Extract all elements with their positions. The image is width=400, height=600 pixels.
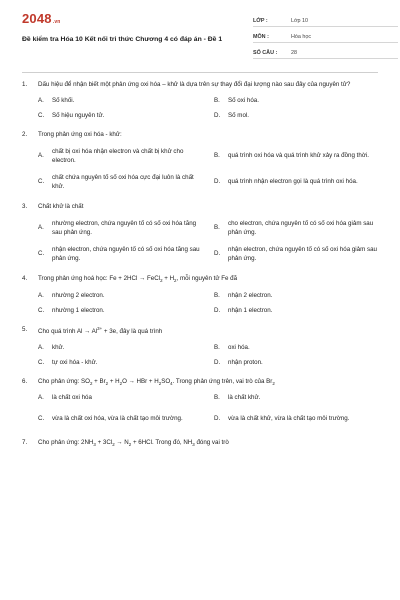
option-letter: D. (214, 414, 221, 422)
option-text: vừa là chất oxi hóa, vừa là chất tạo môi trường. (52, 414, 183, 422)
option-text: chất bị oxi hóa nhận electron và chất bị khử cho electron. (52, 147, 184, 164)
question-text: Dấu hiệu để nhận biết một phản ứng oxi hóa – khử là dựa trên sự thay đổi đại lượng nào sau đây của nguyên tử? (38, 81, 351, 88)
option-letter: D. (214, 250, 221, 258)
option-b[interactable] (214, 97, 378, 106)
option-text: nhận electron, chứa nguyên tố có số oxi hóa giảm sau phản ứng. (228, 245, 377, 262)
option-letter: C. (38, 250, 45, 258)
option-letter: B. (214, 224, 220, 232)
meta-key: SỐ CÂU : (253, 50, 278, 57)
option-letter: C. (38, 306, 45, 314)
header-divider (22, 72, 378, 73)
option-a[interactable] (38, 344, 202, 353)
option-d[interactable] (214, 409, 378, 429)
question-3 (22, 203, 378, 265)
option-letter: A. (38, 152, 44, 160)
option-letter: A. (38, 291, 44, 299)
option-d[interactable] (214, 173, 378, 193)
option-text: nhận proton. (228, 358, 263, 366)
question-4 (22, 275, 378, 316)
meta-value: Hóa học (291, 34, 312, 41)
question-2 (22, 131, 378, 193)
option-a[interactable] (38, 219, 202, 239)
option-c[interactable] (38, 359, 202, 368)
option-text: tự oxi hóa - khử. (52, 358, 98, 366)
option-text: quá trình nhận electron gọi là quá trình oxi hóa. (228, 178, 358, 186)
question-text: Trong phản ứng oxi hóa - khử: (38, 130, 122, 138)
option-c[interactable] (38, 173, 202, 193)
option-letter: D. (214, 358, 221, 366)
option-letter: C. (38, 111, 45, 119)
option-text: nhận electron, chứa nguyên tố có số oxi hóa tăng sau phản ứng. (52, 245, 200, 262)
question-number: 6. (22, 377, 28, 385)
question-stem (22, 439, 378, 449)
option-letter: B. (214, 96, 220, 104)
question-text: Chất khử là chất (38, 202, 84, 210)
option-letter: A. (38, 394, 44, 402)
option-c[interactable] (38, 112, 202, 121)
question-text: Cho phản ứng: $2NH_3 + 3Cl_2 \to N_2 + 6HCl$. Trong đó, $NH_3$ đóng vai trò (38, 439, 229, 448)
option-letter: B. (214, 291, 220, 299)
site-logo[interactable] (22, 10, 61, 29)
logo-suffix: .vn (52, 19, 61, 25)
question-stem (22, 275, 378, 285)
question-number: 7. (22, 439, 28, 447)
option-text: cho electron, chứa nguyên tố có số oxi hóa giảm sau phản ứng. (228, 219, 374, 236)
question-text: Cho quá trình $Al \to Al^{3+} + 3e$, đây là quá trình (38, 325, 163, 335)
meta-value: 28 (291, 50, 297, 57)
option-b[interactable] (214, 394, 378, 403)
meta-value: Lớp 10 (291, 18, 309, 25)
options-grid (38, 344, 378, 368)
options-grid (38, 292, 378, 316)
options-grid (38, 394, 378, 429)
option-letter: A. (38, 224, 44, 232)
options-grid (38, 147, 378, 193)
question-number: 5. (22, 325, 28, 333)
option-b[interactable] (214, 292, 378, 301)
option-letter: A. (38, 96, 44, 104)
option-text: khử. (52, 343, 65, 351)
meta-key: LỚP : (253, 18, 268, 25)
option-text: Số khối. (52, 96, 75, 104)
option-text: nhận 1 electron. (228, 306, 273, 314)
question-stem (22, 203, 378, 212)
option-text: vừa là chất khử, vừa là chất tạo môi trường. (228, 414, 350, 422)
question-stem (22, 326, 378, 337)
option-text: oxi hóa. (228, 343, 250, 351)
option-letter: D. (214, 178, 221, 186)
logo-text: 2048 (22, 11, 52, 26)
meta-table (253, 14, 398, 62)
question-number: 2. (22, 130, 28, 138)
option-letter: B. (214, 394, 220, 402)
option-text: chất chứa nguyên tố số oxi hóa cực đại luôn là chất khử. (52, 173, 194, 190)
option-letter: C. (38, 358, 45, 366)
option-text: quá trình oxi hóa và quá trình khử xảy ra đồng thời. (228, 152, 369, 160)
option-d[interactable] (214, 307, 378, 316)
option-text: nhận 2 electron. (228, 291, 273, 299)
options-grid (38, 219, 378, 265)
option-a[interactable] (38, 147, 202, 167)
question-6 (22, 378, 378, 430)
option-c[interactable] (38, 307, 202, 316)
option-letter: B. (214, 343, 220, 351)
meta-row-count (253, 46, 398, 59)
question-number: 1. (22, 81, 28, 88)
option-b[interactable] (214, 219, 378, 239)
question-text: Cho phản ứng: $SO_2 + Br_2 + H_2O$ → HBr + $H_2SO_4$. Trong phản ứng trên, vai trò của $Br_2$ (38, 377, 275, 386)
options-grid (38, 97, 378, 121)
question-number: 3. (22, 202, 28, 210)
option-d[interactable] (214, 245, 378, 265)
question-1 (22, 81, 378, 121)
document-title: Đề kiểm tra Hóa 10 Kết nối tri thức Chương 4 có đáp án - Đề 1 (22, 36, 223, 43)
option-c[interactable] (38, 409, 202, 429)
option-letter: C. (38, 178, 45, 186)
question-stem (22, 81, 378, 90)
question-text: Trong phản ứng hoá học: Fe + 2HCl → FeCl$_2$ + $H_2$, mỗi nguyên tử Fe đã (38, 274, 238, 284)
option-c[interactable] (38, 245, 202, 265)
question-5 (22, 326, 378, 368)
option-text: Số oxi hóa. (228, 96, 259, 104)
option-text: Số mol. (228, 111, 249, 119)
option-text: là chất oxi hóa (52, 394, 92, 402)
option-letter: D. (214, 111, 221, 119)
option-b[interactable] (214, 344, 378, 353)
option-d[interactable] (214, 112, 378, 121)
option-d[interactable] (214, 359, 378, 368)
meta-row-class (253, 14, 398, 27)
option-a[interactable] (38, 394, 202, 403)
option-text: nhường 1 electron. (52, 306, 105, 314)
question-number: 4. (22, 274, 28, 282)
option-text: nhường 2 electron. (52, 291, 105, 299)
document-header (22, 8, 378, 66)
question-stem (22, 378, 378, 388)
meta-key: MÔN : (253, 34, 269, 41)
option-text: là chất khử. (228, 394, 261, 402)
option-a[interactable] (38, 97, 202, 106)
option-text: nhường electron, chứa nguyên tố có số oxi hóa tăng sau phản ứng. (52, 219, 197, 236)
option-letter: C. (38, 414, 45, 422)
option-letter: D. (214, 306, 221, 314)
question-stem (22, 131, 378, 140)
option-a[interactable] (38, 292, 202, 301)
meta-row-subject (253, 30, 398, 43)
option-letter: B. (214, 152, 220, 160)
option-text: Số hiệu nguyên tử. (52, 111, 105, 119)
question-7 (22, 439, 378, 449)
option-letter: A. (38, 343, 44, 351)
option-b[interactable] (214, 147, 378, 167)
